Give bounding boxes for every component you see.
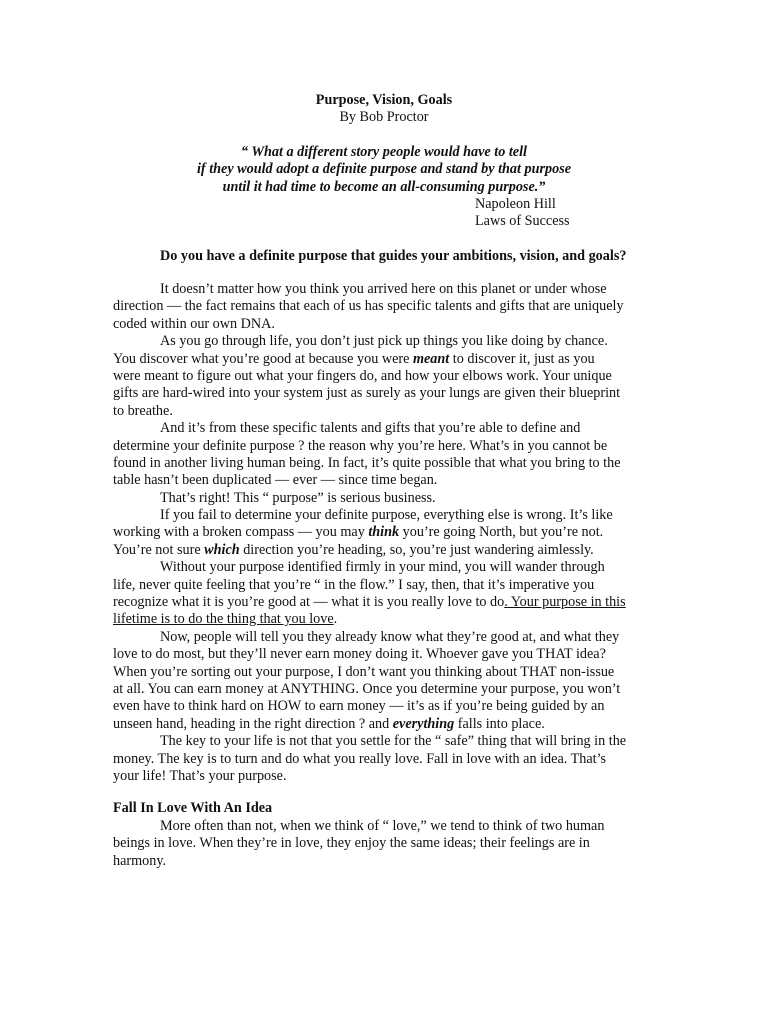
attribution-name: Napoleon Hill — [475, 196, 556, 212]
section-text — [113, 818, 668, 870]
attribution-source: Laws of Success — [475, 213, 570, 230]
section-line: More often than not, when we think of “ love,” we tend to think of two human — [160, 818, 605, 834]
emphasis-text: think — [368, 524, 400, 541]
body-line: at all. You can earn money at ANYTHING. Once you determine your purpose, you won’t — [113, 680, 621, 697]
section-line: beings in love. When they’re in love, they enjoy the same ideas; their feelings are in — [113, 835, 590, 852]
document-title: Purpose, Vision, Goals — [315, 92, 453, 108]
body-line: coded within our own DNA. — [113, 315, 275, 332]
body-line: As you go through life, you don’t just pick up things you like doing by chance. — [160, 333, 608, 350]
body-line: Without your purpose identified firmly in your mind, you will wander through — [160, 559, 605, 576]
body-line: When you’re sorting out your purpose, I don’t want you thinking about THAT non-issue — [113, 663, 615, 680]
body-line: It doesn’t matter how you think you arrived here on this planet or under whose — [160, 281, 607, 297]
body-line: gifts are hard-wired into your system just as surely as your lungs are given their blueprint — [113, 385, 621, 402]
body-line: unseen hand, heading in the right direction ? and everything falls into place. — [113, 715, 545, 732]
body-line: You’re not sure which direction you’re heading, so, you’re just wandering aimlessly. — [113, 541, 594, 558]
quote-line: if they would adopt a definite purpose and stand by that purpose — [196, 161, 572, 178]
body-line: lifetime is to do the thing that you love. — [113, 611, 338, 628]
body-line: even have to think hard on HOW to earn money — it’s as if you’re being guided by an — [113, 698, 605, 715]
document-author: By Bob Proctor — [339, 109, 429, 125]
body-line: your life! That’s your purpose. — [113, 767, 287, 784]
body-line: money. The key is to turn and do what you really love. Fall in love with an idea. That’s — [113, 750, 607, 767]
emphasis-text: lifetime is to do the thing that you love — [113, 611, 334, 628]
body-text — [113, 281, 668, 785]
epigraph-quote — [0, 144, 768, 196]
emphasis-text: meant — [412, 350, 450, 367]
quote-line: until it had time to become an all-consuming purpose.” — [222, 178, 546, 195]
quote-line: “ What a different story people would have to tell — [241, 144, 527, 160]
body-line: The key to your life is not that you settle for the “ safe” thing that will bring in the — [160, 733, 627, 750]
section-line: harmony. — [113, 852, 167, 869]
body-line: table hasn’t been duplicated — ever — since time began. — [113, 472, 438, 489]
emphasis-text: which — [204, 541, 240, 558]
body-line: direction — the fact remains that each of us has specific talents and gifts that are uniquely — [113, 298, 624, 315]
emphasis-text: everything — [392, 715, 455, 732]
body-line: found in another living human being. In fact, it’s quite possible that what you bring to the — [113, 454, 621, 471]
body-line: You discover what you’re good at because you were meant to discover it, just as you — [113, 350, 595, 367]
body-line: love to do most, but they’ll never earn money doing it. Whoever gave you THAT idea? — [113, 646, 606, 663]
body-line: If you fail to determine your definite purpose, everything else is wrong. It’s like — [160, 507, 613, 524]
body-line: Now, people will tell you they already know what they’re good at, and what they — [160, 628, 620, 645]
body-line: That’s right! This “ purpose” is serious business. — [160, 489, 436, 506]
body-line: And it’s from these specific talents and gifts that you’re able to define and — [160, 420, 581, 437]
body-line: were meant to figure out what your fingers do, and how your elbows work. Your unique — [113, 367, 612, 384]
quote-attribution — [475, 196, 570, 231]
body-line: working with a broken compass — you may think you’re going North, but you’re not. — [113, 524, 604, 541]
section-heading: Fall In Love With An Idea — [113, 800, 273, 816]
body-line: life, never quite feeling that you’re “ in the flow.” I say, then, that it’s imperative you — [113, 576, 595, 593]
body-line: determine your definite purpose ? the reason why you’re here. What’s in you cannot be — [113, 437, 608, 454]
lead-question: Do you have a definite purpose that guides your ambitions, vision, and goals? — [160, 248, 627, 264]
emphasis-text: . Your purpose in this — [504, 594, 626, 611]
body-line: recognize what it is you’re good at — what it is you really love to do. Your purpose in this — [113, 594, 626, 611]
body-line: to breathe. — [113, 402, 173, 419]
